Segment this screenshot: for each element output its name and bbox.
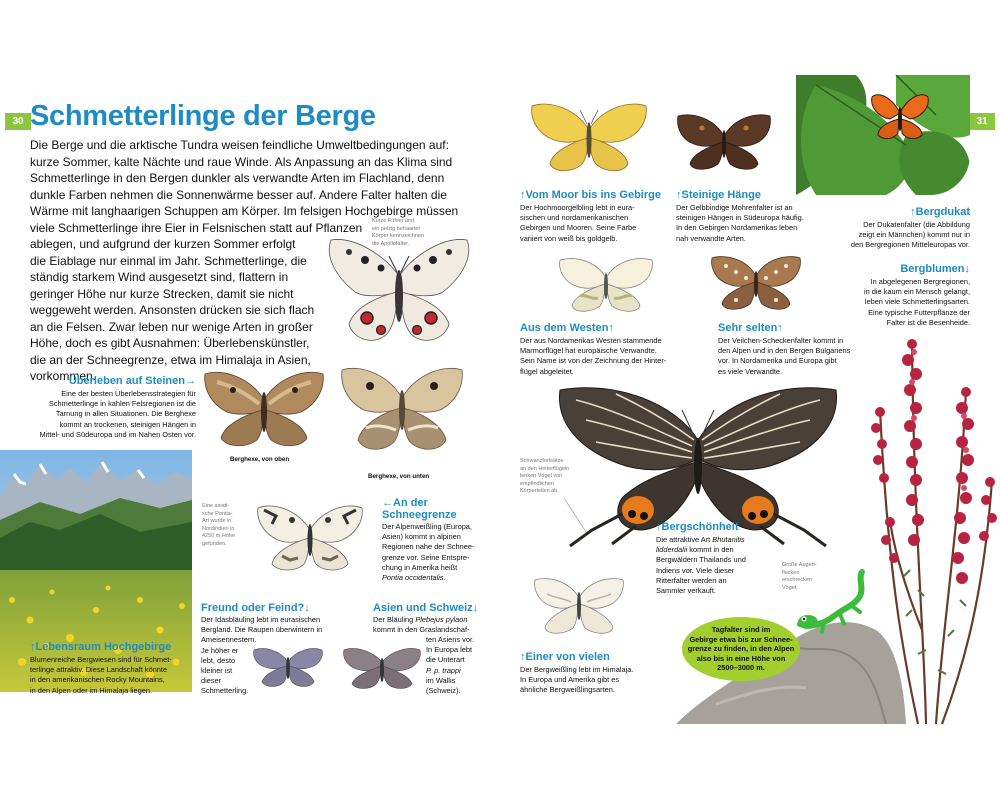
marmorfluegel-image	[558, 256, 654, 314]
steinige-text: Der Gelbbindige Mohrenfalter ist an steinigen Hängen in Südeuropa häufig. In den Gebirgen Nordamerikas leben nah verwandte Arten.	[676, 203, 804, 243]
steinige-heading: ↑Steinige Hänge	[676, 189, 761, 201]
gecko-mascot-icon	[796, 568, 874, 638]
westen-text: Der aus Nordamerikas Westen stammende Marmorflügel hat europäische Verwandte. Sein Name ist von der Zeichnung der Hinter- flügel abgeleitet.	[520, 336, 667, 376]
altitude-fact-bubble: Tagfalter sind im Gebirge etwa bis zur Schnee- grenze zu finden, in den Alpen also bis in eine Höhe von 2500–3000 m.	[682, 617, 800, 681]
intro-line: dunkle Farben nehmen die Sonnenwärme besser auf. Andere Falter halten die	[30, 187, 447, 202]
bergblumen-text: In abgelegenen Bergregionen, in die kaum ein Mensch gelangt, leben viele Schmetterlingsarten. Eine typische Futterpflanze der Falter ist die Besenheide.	[864, 277, 970, 327]
heather-plant-image	[866, 330, 1000, 724]
intro-line: ständig starkem Wind ausgesetzt sind, flattern in	[30, 270, 289, 284]
bergdukat-photo	[796, 75, 970, 195]
hochgebirge-heading: ↑Lebensraum Hochgebirge	[30, 641, 172, 653]
selten-text: Der Veilchen-Scheckenfalter kommt in den Alpen und in den Bergen Bulgariens vor. In Nordamerika und Europa gibt es viele Verwandte.	[718, 336, 851, 376]
berghexe-oben-image	[203, 368, 325, 450]
asien-text-short: ten Asiens vor. In Europa lebt die Unterart P. p. trappi im Wallis (Schweiz).	[426, 635, 475, 696]
page-title: Schmetterlinge der Berge	[30, 100, 376, 132]
schneegrenze-text: Der Alpenweißling (Europa, Asien) kommt in alpinen Regionen nahe der Schnee- grenze vor. Seine Entspre- chung in Amerika heißt Pontia occidentalis.	[382, 522, 475, 583]
intro-line: Wärme mit langhaarigen Schuppen am Körper. Im felsigen Hochgebirge müssen	[30, 204, 459, 218]
intro-line: vorkommen.	[30, 369, 97, 383]
moor-text: Der Hochmoorgelbling lebt in eura- sischen und nordamerikanischen Gebirgen und Mooren. Seine Farbe variiert von weiß bis goldgelb.	[520, 203, 637, 243]
alpenweissling-image	[256, 502, 364, 574]
intro-line: weggeweht werden. Ansonsten drücken sie sich flach	[30, 303, 315, 317]
einer-heading: ↑Einer von vielen	[520, 651, 610, 663]
freund-heading: Freund oder Feind?↓	[201, 602, 310, 614]
intro-line: die an der Schneegrenze, etwa im Himalaja in Asien,	[30, 352, 311, 367]
bergblumen-heading: Bergblumen↓	[900, 263, 970, 275]
bergdukat-heading: ↑Bergdukat	[910, 206, 970, 218]
asien-text: Der Bläuling Plebejus pylaon kommt in den Graslandschaf-	[373, 615, 470, 635]
veilchen-scheckenfalter-image	[710, 254, 802, 312]
intro-line: Die Berge und die arktische Tundra weisen feindliche Umweltbedingungen auf:	[30, 138, 449, 152]
intro-line: ablegen, und aufgrund der kurzen Sommer erfolgt	[30, 237, 296, 251]
berghexe-oben-label: Berghexe, von oben	[230, 456, 290, 463]
westen-heading: Aus dem Westen↑	[520, 322, 614, 334]
idasblaeuling-image	[252, 646, 324, 690]
page-number-left: 30	[5, 113, 31, 130]
selten-heading: Sehr selten↑	[718, 322, 783, 334]
hochgebirge-text: Blumenreiche Bergwiesen sind für Schmet- terlinge attraktiv. Diese Landschaft könnte in den amerikanischen Rocky Mountains, in den Alpen oder im Himalaja liegen.	[30, 655, 172, 695]
steinen-text: Eine der besten Überlebensstrategien für Schmetterlinge in kahlen Felsregionen ist die Tarnung in allen Situationen. Die Berghexe kommt an trockenen, steinigen Hängen in Mittel- und Südeuropa und im Nahen Osten vor.	[39, 389, 196, 439]
bergweissling-image	[533, 576, 625, 636]
hochmoorgelbling-image	[530, 100, 648, 174]
apollo-caption: Kurze Fühler und ein pelzig behaarter Körper kennzeichnen die Apollofalter.	[372, 218, 424, 247]
pontia-caption: Eine asiati- sche Pontia- Art wurde in Nordindien in 4250 m Höhe gefunden.	[202, 503, 236, 547]
intro-line: viele Schmetterlinge ihre Eier in Felsnischen statt auf Pflanzen	[30, 220, 363, 235]
bergschoenheit-heading: ↑Bergschönheit	[656, 521, 739, 533]
intro-line: kurze Sommer, kalte Nächte und raue Winde. Als Anpassung an das Klima sind	[30, 154, 453, 169]
freund-text: Der Idasbläuling lebt im eurasischen Bergland. Die Raupen überwintern in Ameisennestern. Je höher er lebt, desto kleiner ist dieser Schmetterling.	[201, 615, 323, 696]
page-number-right: 31	[969, 113, 995, 130]
intro-line: Höhe, doch es gibt Ausnahmen: Überlebenskünstler,	[30, 336, 310, 350]
intro-line: Schmetterlinge in den Bergen dunkler als verwandte Arten im Flachland, denn	[30, 171, 445, 185]
einer-text: Der Bergweißling lebt im Himalaja. In Europa und Amerika gibt es ähnliche Bergweißlingsarten.	[520, 665, 634, 695]
intro-line: geringer Höhe nur kurze Strecken, damit sie nicht	[30, 286, 294, 301]
steinen-heading: Überleben auf Steinen→	[68, 375, 196, 387]
schwanz-caption: Schwanzfortsätze an den Hinterflügeln lenken Vögel von empfindlichen Körperteilen ab.	[520, 458, 570, 494]
berghexe-unten-label: Berghexe, von unten	[368, 473, 430, 480]
asien-heading: Asien und Schweiz↓	[373, 602, 479, 614]
moor-heading: ↑Vom Moor bis ins Gebirge	[520, 189, 661, 201]
bergdukat-text: Der Dukatenfalter (die Abbildung zeigt ein Männchen) kommt nur in den Bergregionen Mitteleuropas vor.	[850, 220, 970, 250]
augenflecken-caption: Große Augen- flecken erschrecken Vögel.	[782, 562, 817, 591]
bergschoenheit-text: Die attraktive Art Bhutanitis lidderdalii kommt in den Bergwäldern Thailands und Indiens vor. Viele dieser Ritterfalter werden an Sammler verkauft.	[656, 535, 746, 596]
intro-line: die Eiablage nur einmal im Jahr. Schmetterlinge, die	[30, 253, 307, 268]
apollo-butterfly-image	[325, 236, 473, 348]
mohrenfalter-image	[676, 112, 772, 172]
intro-line: an die Felsen. Zwar leben nur wenige Arten in großer	[30, 319, 313, 334]
berghexe-unten-image	[340, 364, 464, 454]
schneegrenze-heading: ←An der Schneegrenze	[382, 497, 457, 521]
plebejus-pylaon-image	[342, 646, 422, 692]
schwanz-pointer-line	[560, 496, 590, 536]
